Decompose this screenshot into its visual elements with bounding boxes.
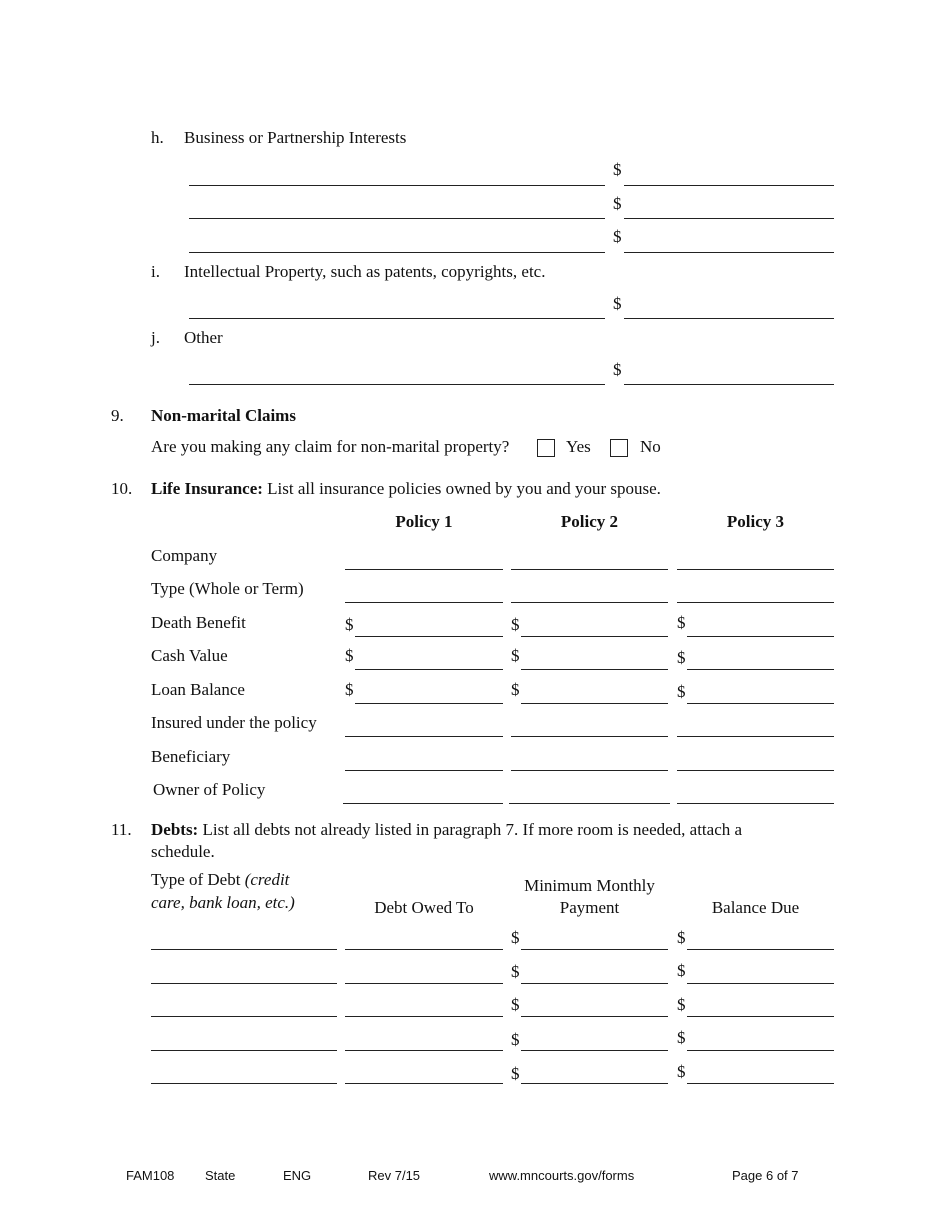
debt-type-header: Type of Debt (credit — [151, 870, 290, 889]
balance-due-header: Balance Due — [711, 898, 800, 917]
currency-sign: $ — [677, 1062, 686, 1081]
balance-due-field[interactable] — [687, 1083, 834, 1084]
debt-type-field[interactable] — [151, 949, 337, 950]
item-h-label: Business or Partnership Interests — [184, 128, 407, 147]
currency-sign: $ — [677, 995, 686, 1014]
footer-page: Page 6 of 7 — [732, 1168, 799, 1183]
currency-sign: $ — [613, 294, 622, 313]
item-i-label: Intellectual Property, such as patents, copyrights, etc. — [184, 262, 546, 281]
row-label-company: Company — [151, 546, 218, 565]
currency-sign: $ — [613, 360, 622, 379]
non-marital-yes-checkbox[interactable] — [537, 439, 555, 457]
currency-sign: $ — [345, 680, 354, 699]
min-payment-field[interactable] — [521, 1083, 668, 1084]
yes-label: Yes — [566, 437, 591, 456]
footer-form-id: FAM108 — [126, 1168, 175, 1183]
currency-sign: $ — [511, 646, 520, 665]
currency-sign: $ — [345, 615, 354, 634]
min-payment-field[interactable] — [521, 983, 668, 984]
currency-sign: $ — [613, 160, 622, 179]
section-11-number: 11. — [111, 820, 132, 839]
currency-sign: $ — [511, 995, 520, 1014]
balance-due-field[interactable] — [687, 949, 834, 950]
currency-sign: $ — [677, 613, 686, 632]
footer-url[interactable]: www.mncourts.gov/forms — [489, 1168, 635, 1183]
business-interest-3-value-field[interactable] — [624, 252, 834, 253]
debt-type-field[interactable] — [151, 983, 337, 984]
business-interest-2-field[interactable] — [189, 218, 605, 219]
currency-sign: $ — [613, 194, 622, 213]
min-payment-header-line2: Payment — [559, 898, 620, 917]
min-payment-header: Minimum Monthly — [524, 876, 655, 895]
debt-owed-to-field[interactable] — [345, 1050, 503, 1051]
item-j-letter: j. — [151, 328, 160, 347]
section-11-text: List all debts not already listed in paragraph 7. If more room is needed, attach a — [202, 820, 743, 839]
section-10-title: Life Insurance: — [151, 479, 263, 498]
currency-sign: $ — [511, 962, 520, 981]
policy-2-death-benefit-field[interactable] — [521, 636, 668, 637]
debt-type-field[interactable] — [151, 1016, 337, 1017]
debt-owed-to-field[interactable] — [345, 1083, 503, 1084]
section-10-text: List all insurance policies owned by you and your spouse. — [267, 479, 661, 498]
business-interest-2-value-field[interactable] — [624, 218, 834, 219]
no-label: No — [640, 437, 661, 456]
row-label-owner: Owner of Policy — [153, 780, 266, 799]
currency-sign: $ — [345, 646, 354, 665]
policy-1-beneficiary-field[interactable] — [345, 770, 503, 771]
policy-2-company-field[interactable] — [511, 569, 668, 570]
debt-type-field[interactable] — [151, 1050, 337, 1051]
currency-sign: $ — [677, 648, 686, 667]
other-property-value-field[interactable] — [624, 384, 834, 385]
min-payment-field[interactable] — [521, 949, 668, 950]
currency-sign: $ — [613, 227, 622, 246]
row-label-beneficiary: Beneficiary — [151, 747, 231, 766]
item-j-label: Other — [184, 328, 223, 347]
footer-state: State — [205, 1168, 236, 1183]
currency-sign: $ — [677, 961, 686, 980]
policy-3-cash-value-field[interactable] — [687, 669, 834, 670]
policy-2-owner-field[interactable] — [509, 803, 670, 804]
min-payment-field[interactable] — [521, 1016, 668, 1017]
policy-2-cash-value-field[interactable] — [521, 669, 668, 670]
policy-2-type-field[interactable] — [511, 602, 668, 603]
row-label-death-benefit: Death Benefit — [151, 613, 246, 632]
balance-due-field[interactable] — [687, 983, 834, 984]
currency-sign: $ — [511, 928, 520, 947]
currency-sign: $ — [677, 1028, 686, 1047]
balance-due-field[interactable] — [687, 1050, 834, 1051]
policy-3-type-field[interactable] — [677, 602, 834, 603]
row-label-cash-value: Cash Value — [151, 646, 228, 665]
policy-3-loan-balance-field[interactable] — [687, 703, 834, 704]
debt-owed-to-field[interactable] — [345, 1016, 503, 1017]
balance-due-field[interactable] — [687, 1016, 834, 1017]
footer-lang: ENG — [283, 1168, 312, 1183]
section-11-text-line2: schedule. — [151, 842, 215, 861]
policy-2-loan-balance-field[interactable] — [521, 703, 668, 704]
policy-3-owner-field[interactable] — [677, 803, 834, 804]
policy-3-beneficiary-field[interactable] — [677, 770, 834, 771]
debt-owed-to-field[interactable] — [345, 983, 503, 984]
currency-sign: $ — [677, 682, 686, 701]
intellectual-property-field[interactable] — [189, 318, 605, 319]
min-payment-field[interactable] — [521, 1050, 668, 1051]
other-property-field[interactable] — [189, 384, 605, 385]
item-h-letter: h. — [151, 128, 164, 147]
non-marital-no-checkbox[interactable] — [610, 439, 628, 457]
currency-sign: $ — [677, 928, 686, 947]
policy-2-insured-field[interactable] — [511, 736, 668, 737]
item-i-letter: i. — [151, 262, 160, 281]
section-9-title: Non-marital Claims — [151, 406, 296, 425]
row-label-loan-balance: Loan Balance — [151, 680, 245, 699]
debt-type-header-line2: care, bank loan, etc.) — [151, 893, 295, 912]
currency-sign: $ — [511, 680, 520, 699]
policy-3-company-field[interactable] — [677, 569, 834, 570]
debt-type-field[interactable] — [151, 1083, 337, 1084]
section-11-title: Debts: — [151, 820, 199, 839]
intellectual-property-value-field[interactable] — [624, 318, 834, 319]
section-10-number: 10. — [111, 479, 133, 498]
business-interest-3-field[interactable] — [189, 252, 605, 253]
business-interest-1-value-field[interactable] — [624, 185, 834, 186]
policy-1-type-field[interactable] — [345, 602, 503, 603]
row-label-type: Type (Whole or Term) — [151, 579, 304, 598]
currency-sign: $ — [511, 1064, 520, 1083]
non-marital-question: Are you making any claim for non-marital property? — [151, 437, 510, 456]
policy-2-beneficiary-field[interactable] — [511, 770, 668, 771]
footer-rev: Rev 7/15 — [368, 1168, 421, 1183]
business-interest-1-field[interactable] — [189, 185, 605, 186]
policy-1-company-field[interactable] — [345, 569, 503, 570]
currency-sign: $ — [511, 615, 520, 634]
currency-sign: $ — [511, 1030, 520, 1049]
policy-3-header: Policy 3 — [726, 512, 785, 531]
policy-2-header: Policy 2 — [560, 512, 619, 531]
debt-owed-to-field[interactable] — [345, 949, 503, 950]
section-9-number: 9. — [111, 406, 124, 425]
policy-3-death-benefit-field[interactable] — [687, 636, 834, 637]
policy-1-loan-balance-field[interactable] — [355, 703, 503, 704]
policy-1-owner-field[interactable] — [343, 803, 503, 804]
policy-1-header: Policy 1 — [395, 512, 453, 531]
policy-1-death-benefit-field[interactable] — [355, 636, 503, 637]
section-10-heading — [151, 479, 661, 499]
policy-1-insured-field[interactable] — [345, 736, 503, 737]
policy-3-insured-field[interactable] — [677, 736, 834, 737]
debt-owed-to-header: Debt Owed To — [374, 898, 474, 917]
row-label-insured: Insured under the policy — [151, 713, 317, 732]
policy-1-cash-value-field[interactable] — [355, 669, 503, 670]
section-11-heading — [151, 820, 742, 840]
